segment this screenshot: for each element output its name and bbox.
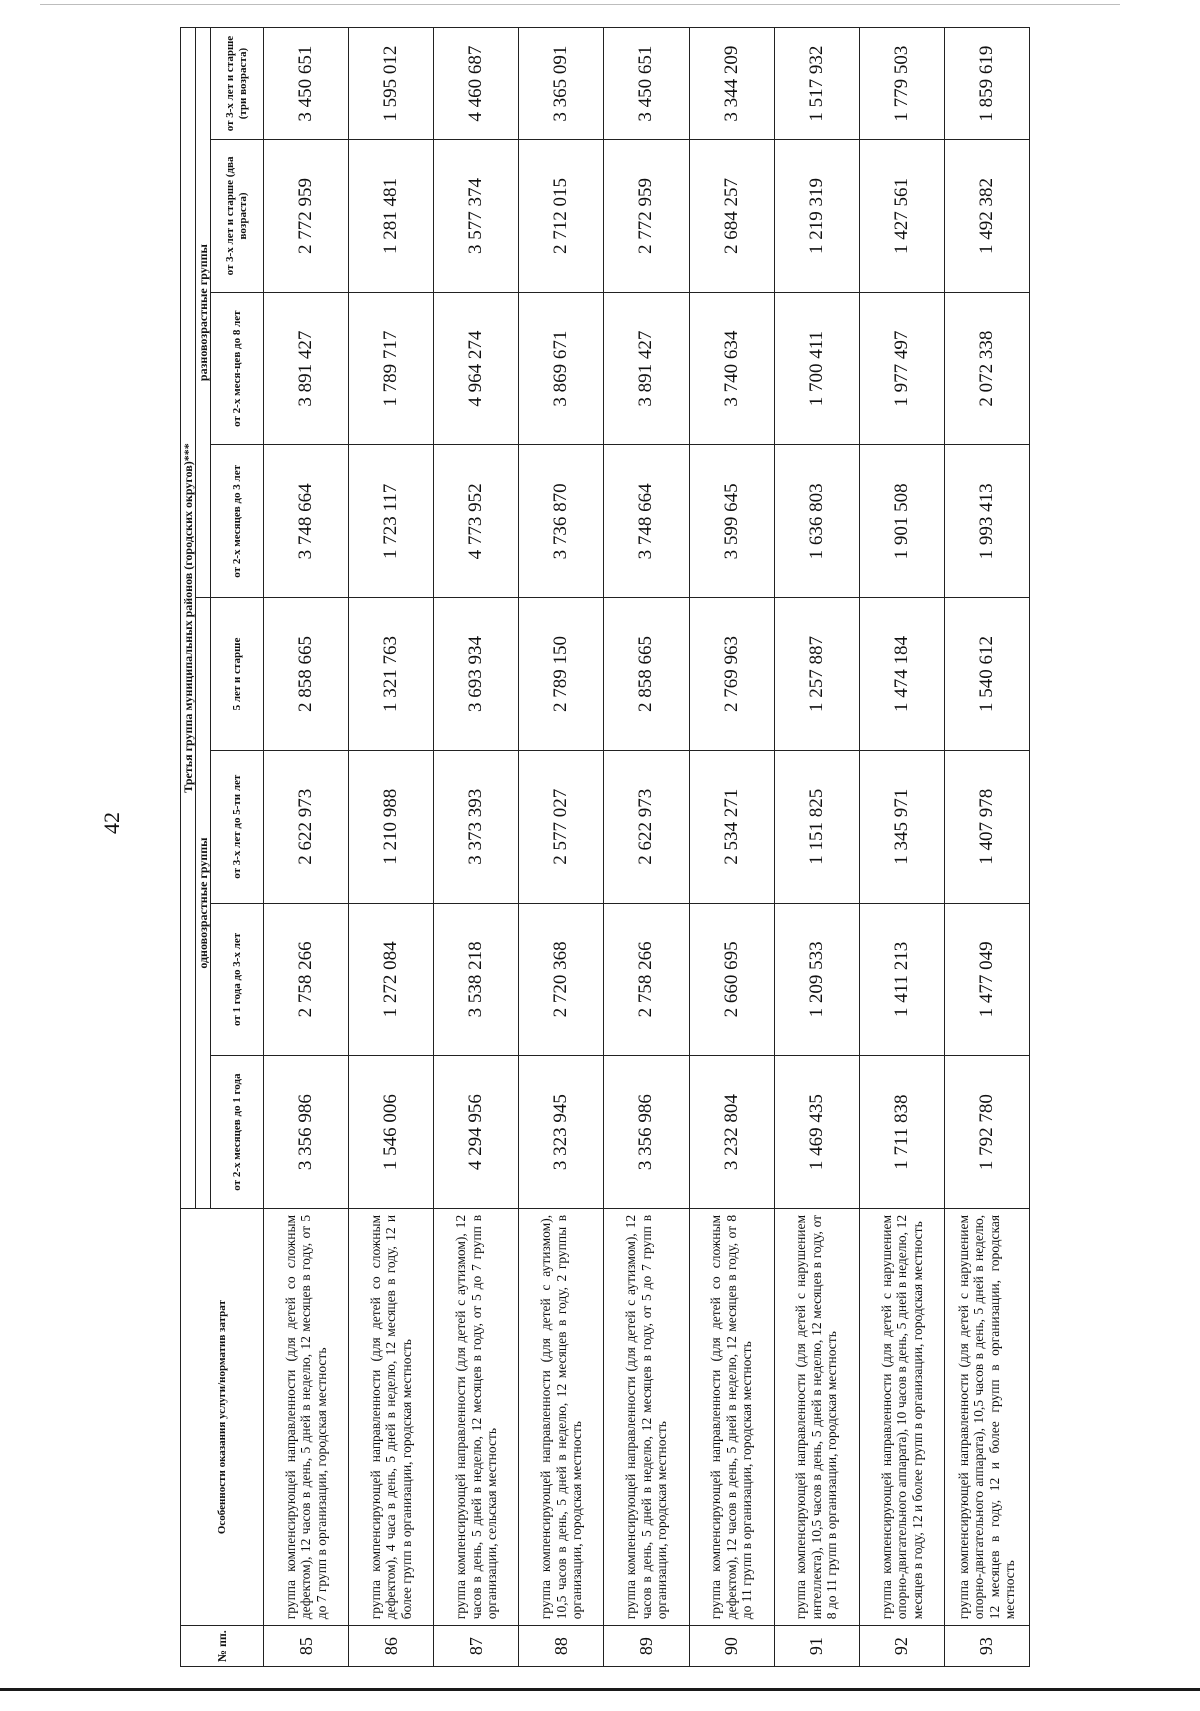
cost-value-cell: 2 769 963 — [689, 598, 774, 751]
table-row — [689, 28, 774, 1667]
cost-value-cell: 3 450 651 — [264, 28, 349, 140]
cost-value-cell: 2 758 266 — [264, 903, 349, 1056]
cost-value-cell: 3 365 091 — [519, 28, 604, 140]
cost-norms-table — [180, 27, 1030, 1667]
cost-value-cell: 1 993 413 — [944, 445, 1029, 598]
cost-value-cell: 1 546 006 — [349, 1056, 434, 1209]
cost-value-cell: 3 891 427 — [604, 292, 689, 445]
cost-value-cell: 1 469 435 — [774, 1056, 859, 1209]
cost-value-cell: 1 540 612 — [944, 598, 1029, 751]
cost-value-cell: 1 345 971 — [859, 750, 944, 903]
row-number: 85 — [264, 1626, 349, 1667]
cost-value-cell: 3 450 651 — [604, 28, 689, 140]
scan-edge-bottom — [0, 1688, 1200, 1691]
cost-value-cell: 3 748 664 — [264, 445, 349, 598]
cost-value-cell: 2 534 271 — [689, 750, 774, 903]
cost-value-cell: 4 460 687 — [434, 28, 519, 140]
cost-value-cell: 1 257 887 — [774, 598, 859, 751]
row-number: 90 — [689, 1626, 774, 1667]
cost-value-cell: 1 281 481 — [349, 140, 434, 293]
cost-value-cell: 1 859 619 — [944, 28, 1029, 140]
cost-value-cell: 4 773 952 — [434, 445, 519, 598]
cost-value-cell: 2 072 338 — [944, 292, 1029, 445]
cost-value-cell: 4 964 274 — [434, 292, 519, 445]
cost-value-cell: 2 758 266 — [604, 903, 689, 1056]
row-description: группа компенсирующей направленности (для детей с нарушением опорно-двигательного аппарата), 10 часов в день, 5 дней в неделю, 12 месяцев в году, 12 и более групп в организации, городская местность — [859, 1208, 944, 1625]
cost-value-cell: 2 858 665 — [604, 598, 689, 751]
cost-value-cell: 2 622 973 — [264, 750, 349, 903]
row-description: группа компенсирующей направленности (для детей с аутизмом), 12 часов в день, 5 дней в неделю, 12 месяцев в году, от 5 до 7 групп в организации, сельская местность — [434, 1208, 519, 1625]
cost-value-cell: 3 538 218 — [434, 903, 519, 1056]
cost-value-cell: 3 748 664 — [604, 445, 689, 598]
cost-value-cell: 2 712 015 — [519, 140, 604, 293]
cost-value-cell: 4 294 956 — [434, 1056, 519, 1209]
cost-value-cell: 1 209 533 — [774, 903, 859, 1056]
cost-value-cell: 2 772 959 — [264, 140, 349, 293]
cost-value-cell: 1 477 049 — [944, 903, 1029, 1056]
row-number: 91 — [774, 1626, 859, 1667]
row-number: 92 — [859, 1626, 944, 1667]
header-mixed-age-groups: разновозрастные группы — [196, 28, 211, 598]
cost-value-cell: 1 700 411 — [774, 292, 859, 445]
cost-value-cell: 3 891 427 — [264, 292, 349, 445]
cost-value-cell: 3 693 934 — [434, 598, 519, 751]
cost-value-cell: 3 577 374 — [434, 140, 519, 293]
column-header: от 2-х месяцев до 1 года — [211, 1056, 264, 1209]
table-row — [349, 28, 434, 1667]
cost-value-cell: 1 272 084 — [349, 903, 434, 1056]
column-header: от 3-х лет до 5-ти лет — [211, 750, 264, 903]
cost-value-cell: 2 684 257 — [689, 140, 774, 293]
cost-value-cell: 1 636 803 — [774, 445, 859, 598]
cost-value-cell: 1 977 497 — [859, 292, 944, 445]
row-number: 88 — [519, 1626, 604, 1667]
cost-value-cell: 1 901 508 — [859, 445, 944, 598]
cost-value-cell: 1 210 988 — [349, 750, 434, 903]
cost-value-cell: 1 492 382 — [944, 140, 1029, 293]
row-description: группа компенсирующей направленности (для детей со сложным дефектом), 12 часов в день, 5 дней в неделю, 12 месяцев в году, от 8 до 11 групп в организации, городская местность — [689, 1208, 774, 1625]
row-description: группа компенсирующей направленности (для детей с аутизмом), 12 часов в день, 5 дней в неделю, 12 месяцев в году, от 5 до 7 групп в организации, городская местность — [604, 1208, 689, 1625]
scan-edge-top — [40, 4, 1120, 5]
cost-value-cell: 1 517 932 — [774, 28, 859, 140]
table-row — [859, 28, 944, 1667]
row-number: 93 — [944, 1626, 1029, 1667]
header-description: Особенности оказания услуги/норматив затрат — [181, 1208, 264, 1625]
header-municipal-group: Третья группа муниципальных районов (городских округов)*** — [181, 28, 196, 1209]
row-number: 86 — [349, 1626, 434, 1667]
cost-value-cell: 3 869 671 — [519, 292, 604, 445]
row-description: группа компенсирующей направленности (для детей с нарушением опорно-двигательного аппарата), 10,5 часов в день, 5 дней в неделю, 12 месяцев в году, 12 и более групп в организации, городская местность — [944, 1208, 1029, 1625]
row-number: 87 — [434, 1626, 519, 1667]
table-row — [944, 28, 1029, 1667]
cost-value-cell: 3 356 986 — [604, 1056, 689, 1209]
row-number: 89 — [604, 1626, 689, 1667]
column-header: от 2-х меся-цев до 8 лет — [211, 292, 264, 445]
row-description: группа компенсирующей направленности (для детей со сложным дефектом), 12 часов в день, 5 дней в неделю, 12 месяцев в году, от 5 до 7 групп в организации, городская местность — [264, 1208, 349, 1625]
table-row — [264, 28, 349, 1667]
cost-value-cell: 3 323 945 — [519, 1056, 604, 1209]
cost-value-cell: 2 720 368 — [519, 903, 604, 1056]
cost-value-cell: 3 599 645 — [689, 445, 774, 598]
table-body — [264, 28, 1030, 1667]
row-description: группа компенсирующей направленности (для детей со сложным дефектом), 4 часа в день, 5 дней в неделю, 12 месяцев в году, 12 и более групп в организации, городская местность — [349, 1208, 434, 1625]
table-row — [604, 28, 689, 1667]
cost-value-cell: 3 373 393 — [434, 750, 519, 903]
column-header: 5 лет и старше — [211, 598, 264, 751]
cost-value-cell: 1 792 780 — [944, 1056, 1029, 1209]
cost-value-cell: 1 723 117 — [349, 445, 434, 598]
cost-value-cell: 3 356 986 — [264, 1056, 349, 1209]
cost-value-cell: 1 779 503 — [859, 28, 944, 140]
table-row — [519, 28, 604, 1667]
row-description: группа компенсирующей направленности (для детей с аутизмом), 10,5 часов в день, 5 дней в неделю, 12 месяцев в году, 2 группы в организации, городская местность — [519, 1208, 604, 1625]
cost-value-cell: 1 427 561 — [859, 140, 944, 293]
cost-value-cell: 3 232 804 — [689, 1056, 774, 1209]
cost-value-cell: 2 622 973 — [604, 750, 689, 903]
cost-value-cell: 2 660 695 — [689, 903, 774, 1056]
column-header: от 1 года до 3-х лет — [211, 903, 264, 1056]
cost-norms-table-sheet — [180, 27, 1030, 1667]
header-single-age-groups: одновозрастные группы — [196, 598, 211, 1209]
column-header: от 3-х лет и старше (три возраста) — [211, 28, 264, 140]
table-row — [434, 28, 519, 1667]
cost-value-cell: 2 772 959 — [604, 140, 689, 293]
cost-value-cell: 1 411 213 — [859, 903, 944, 1056]
column-header: от 3-х лет и старше (два возраста) — [211, 140, 264, 293]
cost-value-cell: 2 789 150 — [519, 598, 604, 751]
cost-value-cell: 1 407 978 — [944, 750, 1029, 903]
cost-value-cell: 3 344 209 — [689, 28, 774, 140]
cost-value-cell: 1 474 184 — [859, 598, 944, 751]
column-header: от 2-х месяцев до 3 лет — [211, 445, 264, 598]
cost-value-cell: 1 595 012 — [349, 28, 434, 140]
cost-value-cell: 2 577 027 — [519, 750, 604, 903]
cost-value-cell: 2 858 665 — [264, 598, 349, 751]
header-number: № пп. — [181, 1626, 264, 1667]
cost-value-cell: 3 740 634 — [689, 292, 774, 445]
cost-value-cell: 1 321 763 — [349, 598, 434, 751]
row-description: группа компенсирующей направленности (для детей с нарушением интеллекта), 10,5 часов в день, 5 дней в неделю, 12 месяцев в году, от 8 до 11 групп в организации, городская местность — [774, 1208, 859, 1625]
page-number: 42 — [99, 812, 124, 834]
cost-value-cell: 3 736 870 — [519, 445, 604, 598]
cost-value-cell: 1 151 825 — [774, 750, 859, 903]
table-row — [774, 28, 859, 1667]
cost-value-cell: 1 789 717 — [349, 292, 434, 445]
cost-value-cell: 1 711 838 — [859, 1056, 944, 1209]
cost-value-cell: 1 219 319 — [774, 140, 859, 293]
